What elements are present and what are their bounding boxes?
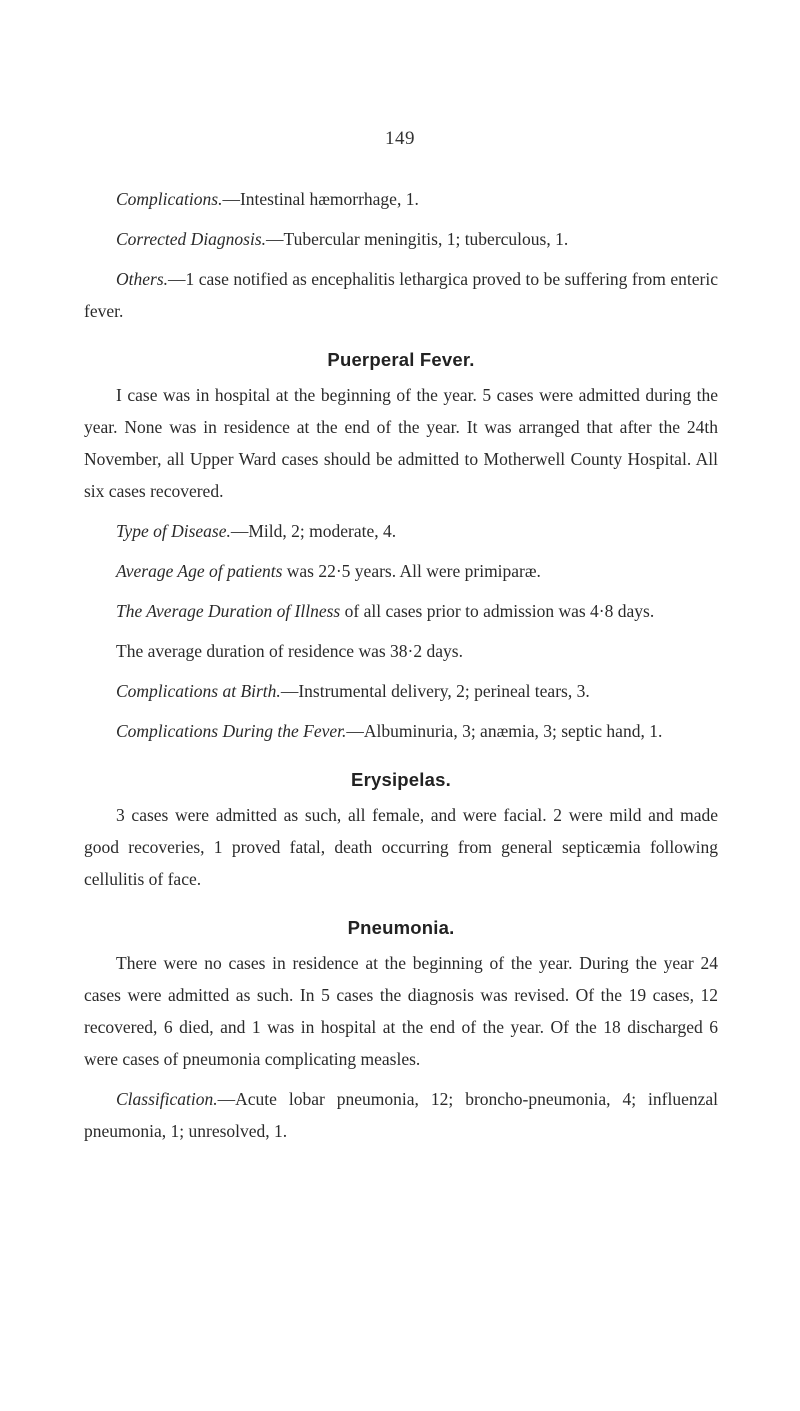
puerperal-fever-heading: Puerperal Fever. — [327, 349, 475, 370]
classification-text: —Acute lobar pneumonia, 12; broncho-pneumonia, 4; influenzal pneumonia, 1; unresolved, 1. — [84, 1089, 718, 1141]
type-of-disease-text: —Mild, 2; moderate, 4. — [230, 521, 397, 541]
average-age-paragraph — [84, 555, 718, 587]
page-number: 149 — [385, 128, 415, 149]
others-paragraph — [84, 263, 718, 327]
classification-paragraph — [84, 1083, 718, 1147]
type-of-disease-label: Type of Disease. — [116, 521, 231, 541]
complications-during-fever-label: Complications During the Fever. — [116, 721, 347, 741]
classification-label: Classification. — [116, 1089, 218, 1109]
erysipelas-paragraph: 3 cases were admitted as such, all female, and were facial. 2 were mild and made good recoveries, 1 proved fatal, death occurring from general septicæmia following cellulitis of face. — [84, 805, 718, 889]
complications-during-fever-paragraph — [84, 715, 718, 747]
average-duration-label: The Average Duration of Illness — [116, 601, 341, 621]
average-duration-paragraph — [84, 595, 718, 627]
page-content — [84, 183, 718, 1147]
pneumonia-paragraph: There were no cases in residence at the beginning of the year. During the year 24 cases were admitted as such. In 5 cases the diagnosis was revised. Of the 19 cases, 12 recovered, 6 died, and 1 was in hospital at the end of the year. Of the 18 discharged 6 were cases of pneumonia complicating measles. — [84, 953, 718, 1069]
corrected-diagnosis-paragraph — [84, 223, 718, 255]
puerperal-intro-paragraph: I case was in hospital at the beginning of the year. 5 cases were admitted during the year. None was in residence at the end of the year. It was arranged that after the 24th November, all Upper Ward cases should be admitted to Motherwell County Hospital. All six cases recovered. — [84, 385, 718, 501]
average-duration-text: of all cases prior to admission was 4·8 days. — [340, 601, 655, 621]
complications-at-birth-label: Complications at Birth. — [116, 681, 281, 701]
average-age-text: was 22·5 years. All were primiparæ. — [282, 561, 541, 581]
complications-at-birth-paragraph — [84, 675, 718, 707]
others-label: Others. — [116, 269, 169, 289]
pneumonia-heading: Pneumonia. — [347, 917, 455, 938]
complications-during-fever-text: —Albuminuria, 3; anæmia, 3; septic hand, 1. — [346, 721, 663, 741]
average-age-label: Average Age of patients — [116, 561, 283, 581]
others-text: —1 case notified as encephalitis lethargica proved to be suffering from enteric fever. — [84, 269, 718, 321]
complications-at-birth-text: —Instrumental delivery, 2; perineal tears, 3. — [280, 681, 590, 701]
corrected-diagnosis-label: Corrected Diagnosis. — [116, 229, 267, 249]
corrected-diagnosis-text: —Tubercular meningitis, 1; tuberculous, 1. — [266, 229, 569, 249]
complications-text: —Intestinal hæmorrhage, 1. — [222, 189, 419, 209]
residence-duration-paragraph: The average duration of residence was 38·2 days. — [116, 641, 463, 661]
type-of-disease-paragraph — [84, 515, 718, 547]
complications-paragraph — [84, 183, 718, 215]
erysipelas-heading: Erysipelas. — [351, 769, 451, 790]
complications-label: Complications. — [116, 189, 223, 209]
